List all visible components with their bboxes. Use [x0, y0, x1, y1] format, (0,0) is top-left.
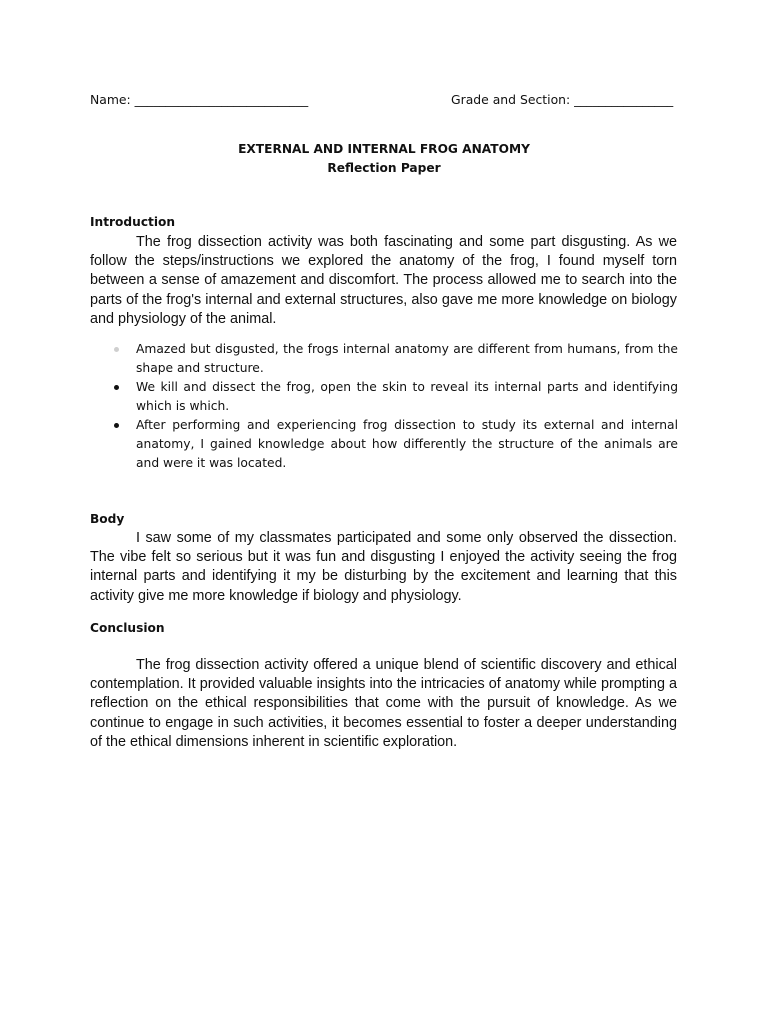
bullet-text: After performing and experiencing frog dissection to study its external and internal anatomy, I gained knowledge about how differently the structure of the animals are and were it was located.	[136, 418, 678, 470]
conclusion-heading: Conclusion	[90, 621, 165, 635]
grade-section-field: Grade and Section: ________________	[451, 92, 674, 107]
introduction-paragraph: The frog dissection activity was both fascinating and some part disgusting. As we follow the steps/instructions we explored the anatomy of the frog, I found myself torn between a sense of amazement and discomfort. The process allowed me to search into the parts of the frog's internal and external structures, also gave me more knowledge on biology and physiology of the animal.	[90, 234, 677, 327]
bullet-item	[108, 378, 678, 416]
conclusion-paragraph: The frog dissection activity offered a unique blend of scientific discovery and ethical contemplation. It provided valuable insights into the intricacies of anatomy while prompting a reflection on the ethical responsibilities that come with the pursuit of knowledge. As we continue to engage in such activities, it becomes essential to foster a deeper understanding of the ethical dimensions inherent in scientific exploration.	[90, 657, 677, 750]
body-heading: Body	[90, 512, 125, 526]
document-title-block	[0, 140, 768, 178]
body-paragraph: I saw some of my classmates participated and some only observed the dissection. The vibe felt so serious but it was fun and disgusting I enjoyed the activity seeing the frog internal parts and identifying it my be disturbing by the excitement and learning that this activity give me more knowledge if biology and physiology.	[90, 530, 677, 604]
bullet-item	[108, 416, 678, 473]
bullet-icon	[114, 423, 119, 428]
bullet-icon	[114, 347, 119, 352]
student-info-row	[90, 92, 678, 112]
bullet-text: Amazed but disgusted, the frogs internal anatomy are different from humans, from the shape and structure.	[136, 342, 678, 375]
introduction-bullet-list	[108, 340, 678, 473]
document-title: EXTERNAL AND INTERNAL FROG ANATOMY	[238, 142, 530, 156]
bullet-icon	[114, 385, 119, 390]
introduction-heading: Introduction	[90, 215, 176, 229]
bullet-text: We kill and dissect the frog, open the skin to reveal its internal parts and identifying which is which.	[136, 380, 678, 413]
name-field: Name: ____________________________	[90, 92, 309, 107]
bullet-item	[108, 340, 678, 378]
document-subtitle: Reflection Paper	[327, 161, 441, 175]
